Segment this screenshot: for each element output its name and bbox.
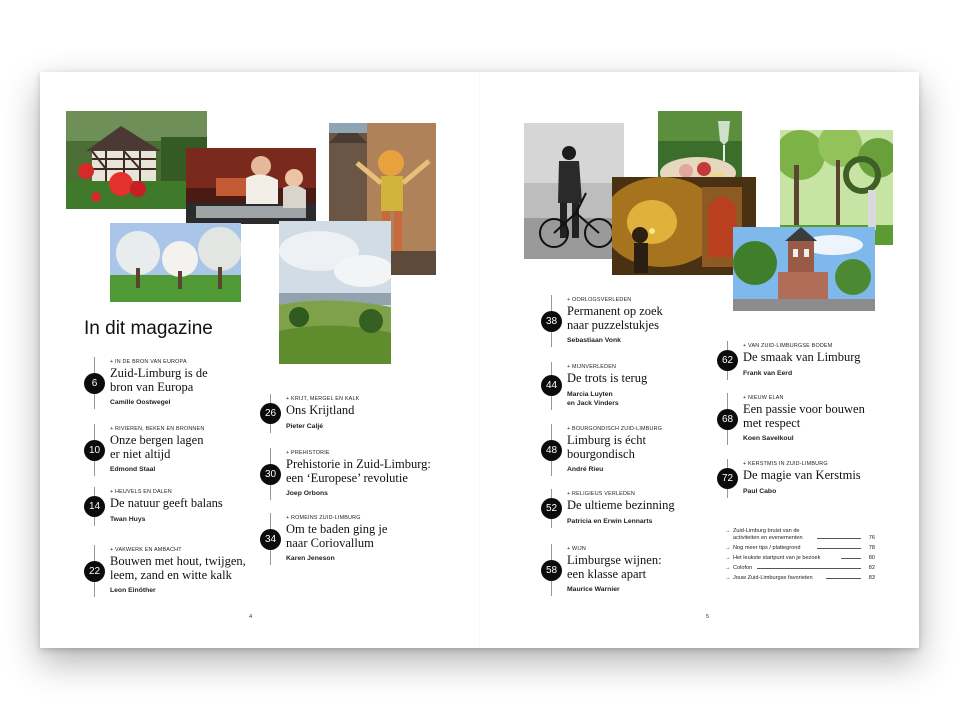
page-number-badge: 72 (717, 468, 738, 489)
children-exhibit-photo (186, 148, 316, 224)
entry-title: leem, zand en witte kalk (110, 567, 232, 582)
entry-title: een klasse apart (567, 566, 647, 581)
extras-item-page: 80 (868, 554, 875, 561)
entry-author: Pieter Caljé (286, 422, 324, 430)
entry-title: Bouwen met hout, twijgen, (110, 554, 246, 568)
entry-title: Zuid-Limburg is de (110, 366, 208, 380)
entry-title: Limburg is écht (567, 433, 646, 447)
entry-kicker: + HEUVELS EN DALEN (110, 489, 172, 495)
page-number-badge: 34 (260, 529, 281, 550)
page-number-badge: 10 (84, 440, 105, 461)
entry-kicker: + PREHISTORIE (286, 450, 330, 456)
page-number-badge: 22 (84, 561, 105, 582)
page-number-badge: 62 (717, 350, 738, 371)
page-number-badge: 58 (541, 560, 562, 581)
entry-author: André Rieu (567, 466, 604, 473)
arrow-icon: → (725, 544, 731, 551)
entry-author: en Jack Vinders (567, 399, 619, 407)
entry-kicker: + IN DE BRON VAN EUROPA (110, 359, 187, 365)
page-number-left: 4 (249, 614, 253, 620)
page-number-badge: 38 (541, 311, 562, 332)
entry-title: een ‘Europese’ revolutie (286, 470, 408, 485)
arrow-icon: → (725, 554, 731, 561)
page-number-badge: 14 (84, 496, 105, 517)
extras-list (725, 528, 875, 585)
page-number-badge: 26 (260, 403, 281, 424)
entry-kicker: + KRIJT, MERGEL EN KALK (286, 396, 360, 402)
entry-title: er niet altijd (110, 446, 171, 461)
entry-kicker: + KERSTMIS IN ZUID-LIMBURG (743, 461, 828, 467)
entry-author: Edmond Staal (110, 466, 156, 473)
extras-item-text: Zuid-Limburg bruist van de (733, 528, 800, 534)
entry-title: De trots is terug (567, 371, 648, 385)
page-number-badge: 52 (541, 498, 562, 519)
entry-author: Koen Savelkoul (743, 435, 794, 442)
extras-item (725, 555, 875, 565)
entry-title: met respect (743, 415, 801, 430)
entry-title: Prehistorie in Zuid-Limburg: (286, 457, 431, 471)
entry-kicker: + VAKWERK EN AMBACHT (110, 547, 182, 553)
page-number-right: 5 (706, 614, 710, 620)
entry-author: Maurice Warnier (567, 586, 620, 593)
entry-title: De magie van Kerstmis (743, 468, 861, 482)
entry-title: Een passie voor bouwen (743, 402, 865, 416)
page-number-badge: 68 (717, 409, 738, 430)
entry-title: Ons Krijtland (286, 403, 355, 417)
castle-tower-photo (733, 227, 875, 311)
leader-line (817, 548, 861, 549)
extras-item (725, 528, 875, 545)
entry-kicker: + RELIGIEUS VERLEDEN (567, 491, 635, 497)
entry-title: De smaak van Limburg (743, 350, 861, 364)
entry-kicker: + WIJN (567, 546, 587, 552)
extras-item-page: 83 (868, 574, 875, 581)
page-number-badge: 30 (260, 464, 281, 485)
leader-line (826, 578, 861, 579)
extras-item (725, 575, 875, 585)
entry-author: Sebastiaan Vonk (567, 337, 621, 344)
extras-item-text: Jouw Zuid-Limburgse favorieten (733, 574, 813, 581)
entry-author: Leon Einöther (110, 587, 156, 594)
extras-item-text: activiteiten en evenementen (733, 534, 803, 541)
entry-author: Frank van Eerd (743, 369, 793, 377)
entry-kicker: + MIJNVERLEDEN (567, 364, 617, 370)
page-number-badge: 48 (541, 440, 562, 461)
entry-author: Joep Orbons (286, 490, 328, 497)
extras-item-page: 82 (868, 564, 875, 571)
page-title: In dit magazine (84, 318, 213, 339)
page-number-badge: 6 (84, 373, 105, 394)
extras-item-text: Het leukste startpunt van je bezoek (733, 554, 821, 561)
extras-item-text: Nog meer tips / plattegrond (733, 544, 801, 551)
entry-title: Onze bergen lagen (110, 433, 204, 447)
cyclist-bw-photo (524, 123, 624, 259)
page-number-badge: 44 (541, 375, 562, 396)
entry-author: Twan Huys (110, 515, 146, 523)
entry-title: bourgondisch (567, 446, 635, 461)
arrow-icon: → (725, 528, 731, 534)
entry-kicker: + ROMEINS ZUID-LIMBURG (286, 515, 361, 521)
entry-author: Marcia Luyten (567, 390, 613, 398)
entry-author: Paul Cabo (743, 487, 777, 495)
entry-kicker: + OORLOGSVERLEDEN (567, 297, 632, 303)
extras-item (725, 545, 875, 555)
entry-title: De ultieme bezinning (567, 498, 675, 512)
arrow-icon: → (725, 574, 731, 581)
arrow-icon: → (725, 564, 731, 571)
page-fold (479, 72, 480, 648)
extras-item-page: 78 (868, 544, 875, 551)
entry-title: bron van Europa (110, 379, 194, 394)
leader-line (841, 558, 861, 559)
entry-kicker: + NIEUW ELAN (743, 395, 784, 401)
entry-author: Camille Oostwegel (110, 399, 171, 406)
entry-title: De natuur geeft balans (110, 496, 223, 510)
extras-item (725, 565, 875, 575)
entry-title: naar Coriovallum (286, 535, 374, 550)
entry-title: Om te baden ging je (286, 522, 388, 536)
leader-line (817, 538, 861, 539)
entry-author: Patricia en Erwin Lennarts (567, 517, 653, 525)
extras-item-page: 76 (868, 534, 875, 541)
extras-item-text: Colofon (733, 564, 753, 571)
entry-kicker: + BOURGONDISCH ZUID-LIMBURG (567, 426, 663, 432)
hill-landscape-photo (279, 221, 391, 364)
entry-author: Karen Jeneson (286, 555, 335, 562)
entry-kicker: + VAN ZUID-LIMBURGSE BODEM (743, 343, 833, 349)
entry-kicker: + RIVIEREN, BEKEN EN BRONNEN (110, 426, 205, 432)
leader-line (757, 568, 861, 569)
entry-title: Permanent op zoek (567, 304, 663, 318)
entry-title: naar puzzelstukjes (567, 317, 659, 332)
entry-title: Limburgse wijnen: (567, 553, 662, 567)
blossom-orchard-photo (110, 223, 241, 302)
